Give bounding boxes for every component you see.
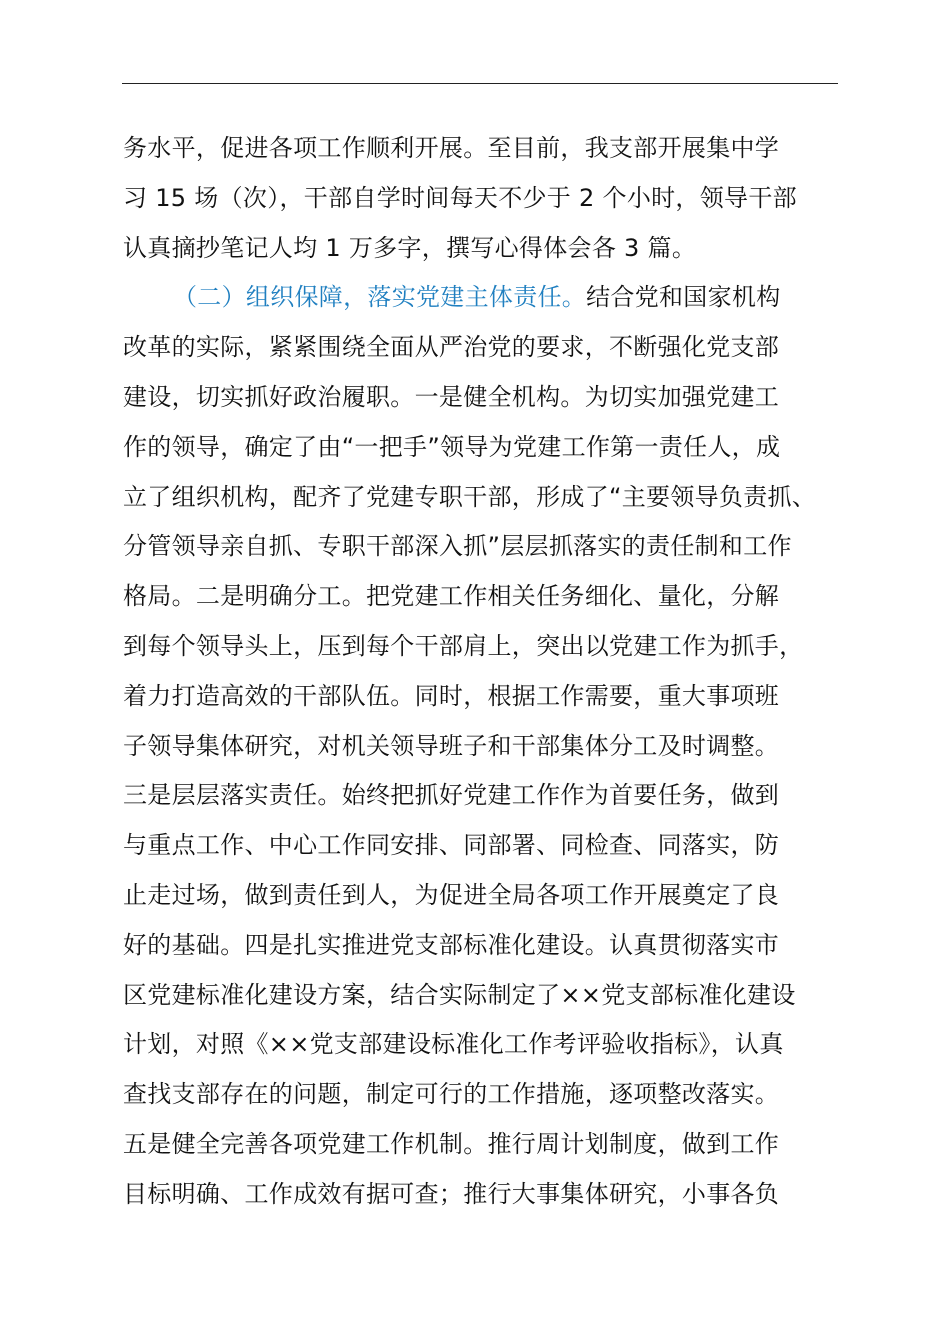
text-line: 与重点工作、中心工作同安排、同部署、同检查、同落实，防 xyxy=(123,831,780,860)
text-line: 三是层层落实责任。始终把抓好党建工作作为首要任务，做到 xyxy=(123,781,780,810)
text-line: 习 15 场（次），干部自学时间每天不少于 2 个小时，领导干部 xyxy=(123,183,797,212)
text-line: 改革的实际，紧紧围绕全面从严治党的要求，不断强化党支部 xyxy=(123,333,780,362)
text-line: 子领导集体研究，对机关领导班子和干部集体分工及时调整。 xyxy=(123,731,780,760)
section-heading-line xyxy=(123,273,853,323)
text-run: 结合党和国家机构 xyxy=(586,283,781,312)
text-line: 立了组织机构，配齐了党建专职干部，形成了“主要领导负责抓、 xyxy=(123,482,817,511)
text-line: 目标明确、工作成效有据可查；推行大事集体研究，小事各负 xyxy=(123,1179,780,1208)
text-line: 务水平，促进各项工作顺利开展。至目前，我支部开展集中学 xyxy=(123,134,780,162)
text-line: 格局。二是明确分工。把党建工作相关任务细化、量化，分解 xyxy=(123,582,780,611)
text-line: 好的基础。四是扎实推进党支部标准化建设。认真贯彻落实市 xyxy=(123,930,780,959)
text-line: 止走过场，做到责任到人，为促进全局各项工作开展奠定了良 xyxy=(123,880,780,909)
text-line: 分管领导亲自抓、专职干部深入抓”层层抓落实的责任制和工作 xyxy=(123,532,792,561)
text-line: 建设，切实抓好政治履职。一是健全机构。为切实加强党建工 xyxy=(123,382,780,411)
text-line: 查找支部存在的问题，制定可行的工作措施，逐项整改落实。 xyxy=(123,1080,780,1109)
text-line: 到每个领导头上，压到每个干部肩上，突出以党建工作为抓手， xyxy=(123,631,804,660)
text-line: 区党建标准化建设方案，结合实际制定了××党支部标准化建设 xyxy=(123,980,796,1009)
text-line: 作的领导，确定了由“一把手”领导为党建工作第一责任人，成 xyxy=(123,432,781,461)
document-body xyxy=(123,124,853,1220)
text-line: 认真摘抄笔记人均 1 万多字，撰写心得体会各 3 篇。 xyxy=(123,233,697,262)
text-line: 计划，对照《××党支部建设标准化工作考评验收指标》，认真 xyxy=(123,1030,784,1059)
section-heading: （二）组织保障，落实党建主体责任。 xyxy=(173,283,587,312)
header-rule xyxy=(122,83,838,84)
text-line: 五是健全完善各项党建工作机制。推行周计划制度，做到工作 xyxy=(123,1129,780,1158)
text-line: 着力打造高效的干部队伍。同时，根据工作需要，重大事项班 xyxy=(123,681,780,710)
